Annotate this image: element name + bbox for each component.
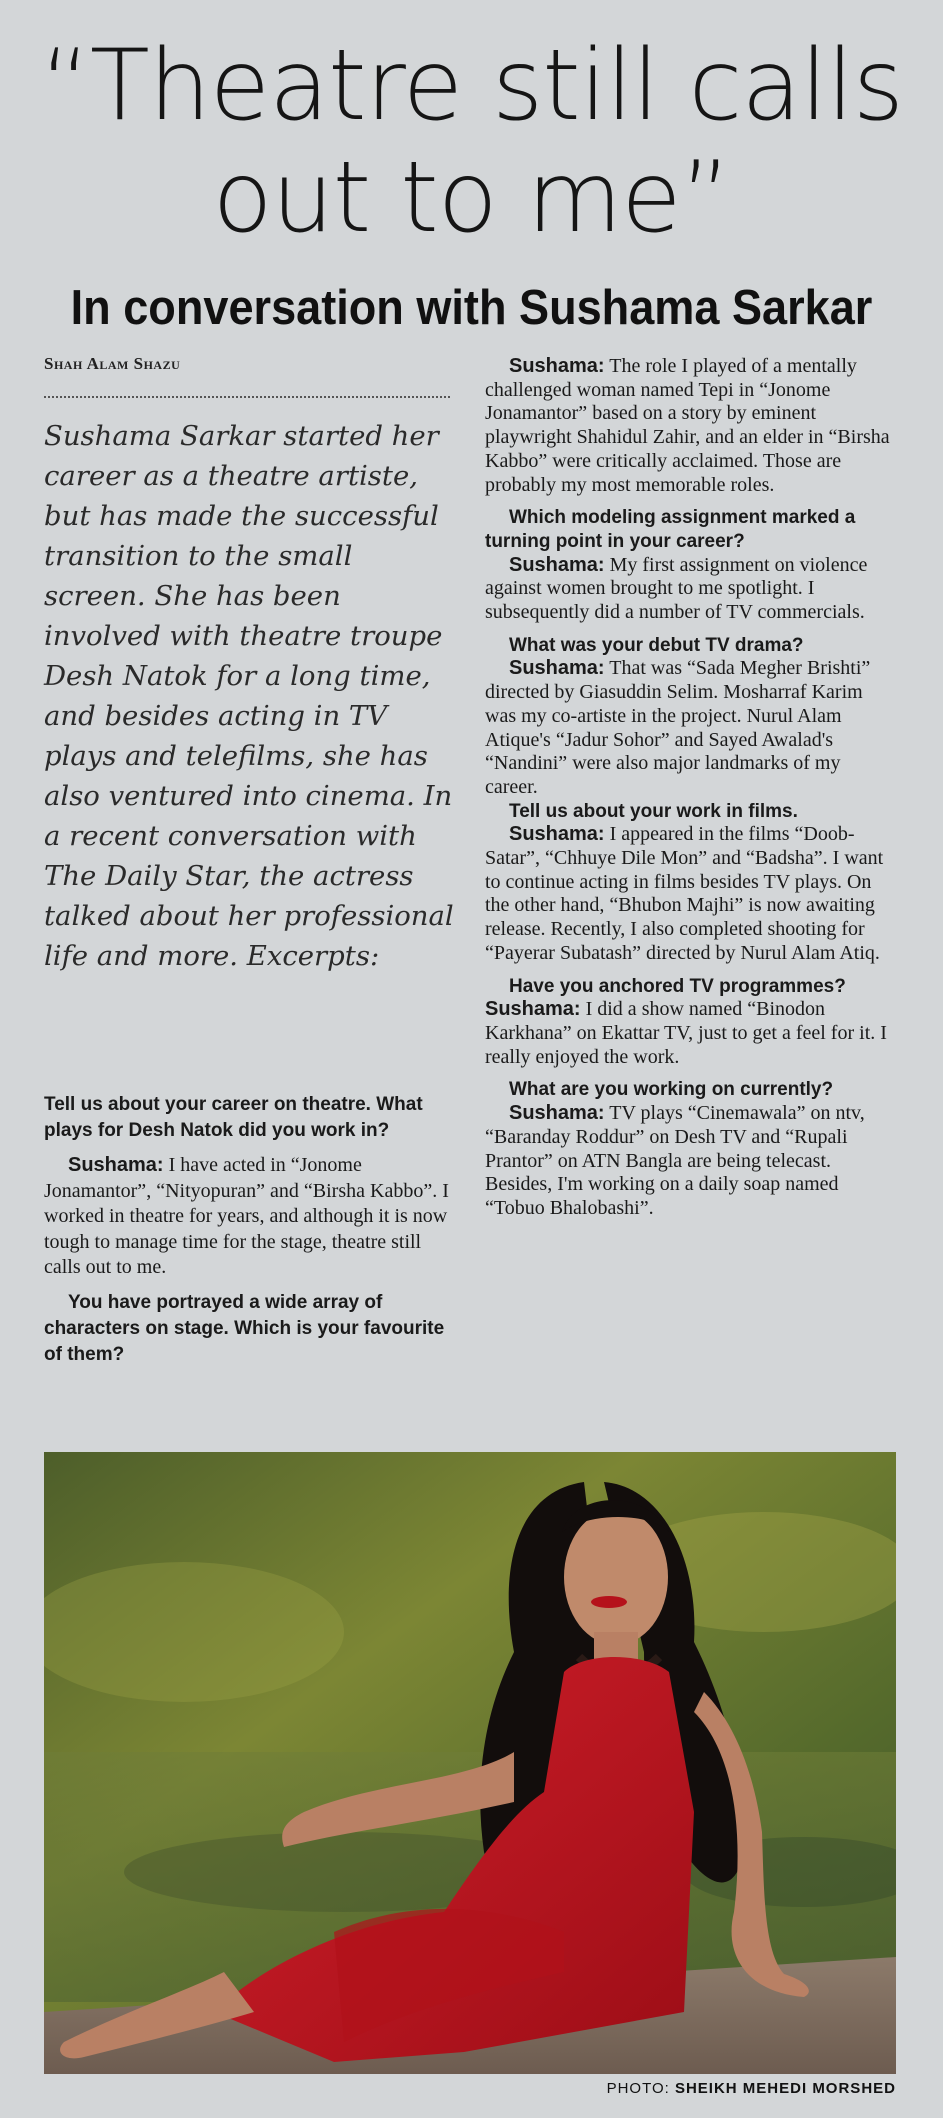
byline-divider (44, 396, 450, 398)
headline-line-2: out to me” (212, 141, 731, 255)
photographer-name: SHEIKH MEHEDI MORSHED (674, 2080, 896, 2097)
byline: Shah Alam Shazu (44, 354, 181, 373)
actress-photo (44, 1452, 896, 2074)
answer-4 (485, 657, 890, 799)
answer-7-text: TV plays “Cinemawala” on ntv, “Baranday Roddur” on Desh TV and “Rupali Prantor” on ATN Bangla are being telecast. Besides, I'm working on a daily soap named “Tobuo Bhalobashi”. (485, 1102, 865, 1219)
speaker-label: Sushama: (68, 1154, 164, 1176)
headline-line-1: “Theatre still calls (40, 29, 903, 143)
question-4: What was your debut TV drama? (509, 634, 804, 656)
question-7: What are you working on currently? (509, 1079, 834, 1101)
intro-paragraph: Sushama Sarkar started her career as a theatre artiste, but has made the successful transition to the small screen. She has been involved with theatre troupe Desh Natok for a long time, and besides acting in TV plays and telefilms, she has also ventured into cinema. In a recent conversation with The Daily Star, the actress talked about her professional life and more. Excerpts: (44, 420, 454, 972)
answer-6-text: I did a show named “Binodon Karkhana” on Ekattar TV, just to get a feel for it. I really enjoyed the work. (485, 998, 887, 1068)
right-column (485, 355, 890, 1221)
subtitle: In conversation with Sushama Sarkar (70, 281, 873, 335)
answer-3-text: My first assignment on violence against women brought to me spotlight. I subsequently did a number of TV commercials. (485, 553, 868, 624)
speaker-label: Sushama: (509, 657, 605, 680)
speaker-label: Sushama: (509, 1102, 605, 1125)
answer-3 (485, 554, 890, 625)
answer-5-text: I appeared in the films “Doob-Satar”, “Chhuye Dile Mon” and “Badsha”. I want to continue acting in films besides TV plays. On the other hand, “Bhubon Majhi” is now awaiting release. Recently, I also completed shooting for “Payerar Subatash” directed by Nurul Alam Atiq. (485, 823, 884, 964)
left-column (44, 1092, 459, 1368)
speaker-label: Sushama: (509, 823, 605, 846)
question-1: Tell us about your career on theatre. What plays for Desh Natok did you work in? (44, 1094, 423, 1141)
speaker-label: Sushama: (509, 553, 605, 576)
question-3: Which modeling assignment marked a turning point in your career? (485, 507, 856, 552)
answer-2 (485, 355, 890, 497)
speaker-label: Sushama: (485, 998, 581, 1021)
question-6: Have you anchored TV programmes? (509, 975, 846, 997)
answer-4-text: That was “Sada Megher Brishti” directed by Giasuddin Selim. Mosharraf Karim was my co-artiste in the project. Nurul Alam Atique's “Jadur Sohor” and Sayed Awalad's “Nandini” were also major landmarks of my career. (485, 657, 871, 798)
answer-7 (485, 1102, 890, 1221)
speaker-label: Sushama: (509, 355, 605, 377)
answer-1 (44, 1153, 459, 1281)
answer-6 (485, 998, 890, 1069)
headline (0, 30, 943, 254)
photo-credit-label: PHOTO: (606, 2080, 675, 2097)
photo-credit (590, 2080, 896, 2097)
answer-2-text: The role I played of a mentally challenged woman named Tepi in “Jonome Jonamantor” based on a story by eminent playwright Shahidul Zahir, and an elder in “Birsha Kabbo” were critically acclaimed. Those are probably my most memorable roles. (485, 355, 890, 496)
question-2: You have portrayed a wide array of characters on stage. Which is your favourite of them? (44, 1291, 445, 1365)
answer-1-text: I have acted in “Jonome Jonamantor”, “Nityopuran” and “Birsha Kabbo”. I worked in theatre for years, and although it is now tough to manage time for the stage, theatre still calls out to me. (44, 1154, 449, 1278)
photo-illustration (44, 1452, 896, 2074)
answer-5 (485, 823, 890, 965)
question-5: Tell us about your work in films. (509, 800, 798, 822)
